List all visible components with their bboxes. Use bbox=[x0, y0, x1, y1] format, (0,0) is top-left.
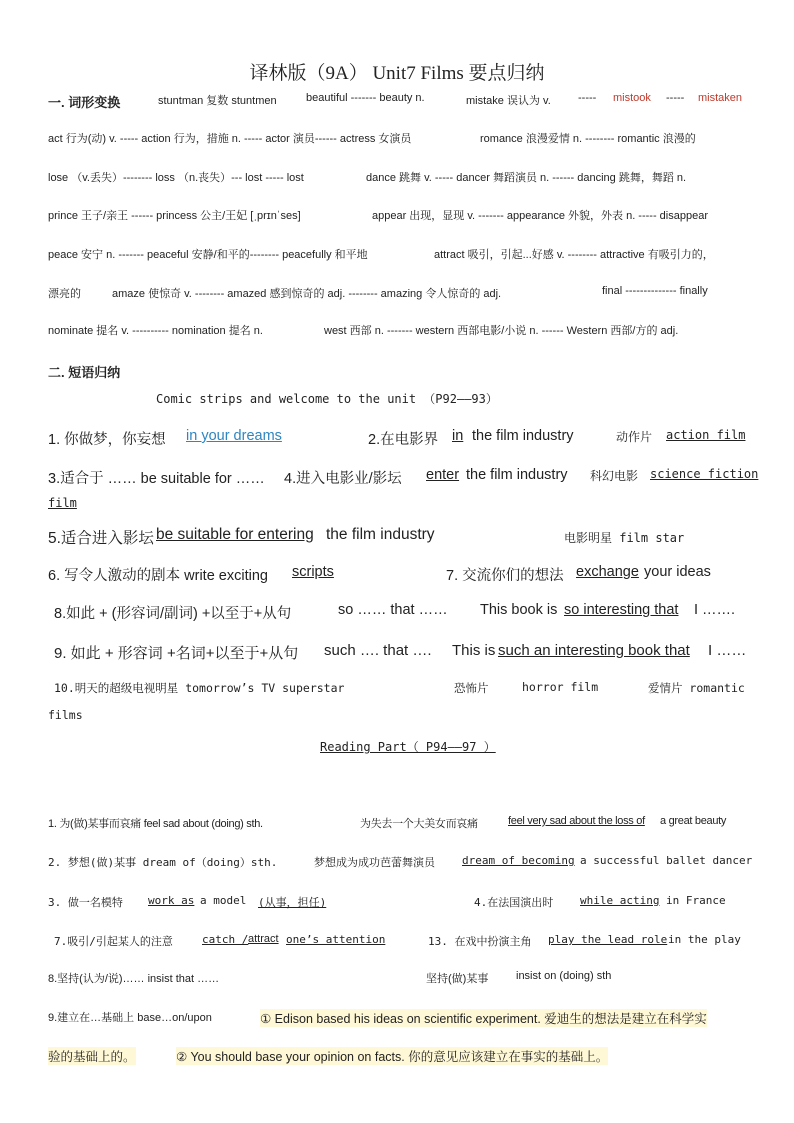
word-stuntman: stuntman 复数 stuntmen bbox=[158, 95, 277, 107]
page-title: 译林版（9A） Unit7 Films 要点归纳 bbox=[249, 63, 545, 84]
example-sentence-2: ② You should base your opinion on facts. 你的意见应该建立在事实的基础上。 bbox=[176, 1047, 608, 1065]
word-mistaken: mistaken bbox=[698, 92, 743, 104]
word-mistake: mistake 误认为 v. bbox=[466, 95, 551, 107]
section1-heading: 一. 词形变换 bbox=[48, 95, 121, 110]
word-beautiful: beautiful ------- beauty n. bbox=[306, 92, 425, 104]
example-sentence-1: ① Edison based his ideas on scientific experiment. 爱迪生的想法是建立在科学实 bbox=[260, 1009, 707, 1027]
section2-heading: 二. 短语归纳 bbox=[48, 365, 121, 380]
document-page: 译林版（9A） Unit7 Films 要点归纳 一. 词形变换 stuntman 复数 stuntmen beautiful ------- beauty n. mistake 误认为 v. ----- mistook ----- mistaken act 行为(动) v. ----- action 行为，措施 n. ----- actor 演员------ actress 女演员 romance 浪漫爱情 n. -------- romantic 浪漫的 lose （v.丢失）-------- loss （n.丧失）--- lost ----- lost dance 跳舞 v. ----- dancer 舞蹈演员 n. ------ dancing 跳舞，舞蹈 n. prince 王子/亲王 ------ princess 公主/王妃 [ˌprɪnˈses] appear 出现，显现 v. ------- appearance 外貌，外表 n. ----- disappear peace 安宁 n. ------- peaceful 安静/和平的-------- peacefully 和平地 attract 吸引，引起...好感 v. -------- attractive 有吸引力的， 漂亮的 amaze 使惊奇 v. -------- amazed 感到惊奇的 adj. -------- amazing 令人惊奇的 adj. final -------------- finally nominate 提名 v. ---------- nomination 提名 n. west 西部 n. ------- western 西部电影/小说 n. ------ Western 西部/方的 adj. 二. 短语归纳 Comic strips and welcome to the unit （P92——93） 1. 你做梦，你妄想 in your dreams 2.在电影界 in the film industry 动作片 action film 3.适合于 …… be suitable for …… 4.进入电影业/影坛 enter the film industry 科幻电影 science fiction film 5.适合进入影坛 be suitable for entering the film industry 电影明星 film star 6. 写令人激动的剧本 write exciting scripts 7. 交流你们的想法 exchange your ideas 8.如此 + (形容词/副词) +以至于+从句 so …… that …… This book is so interesting that I ……. 9. 如此 + 形容词 +名词+以至于+从句 such …. that …. This is such an interesting book that I …… 10.明天的超级电视明星 tomorrow’s TV superstar 恐怖片 horror film 爱情片 romantic films Reading Part（ P94——97 ） 1. 为(做)某事而哀痛 feel sad about (doing) sth. 为失去一个大美女而哀痛 feel very sad about the loss of a great beauty 2. 梦想(做)某事 dream of（doing）sth. 梦想成为成功芭蕾舞演员 dream of becoming a successful ballet dancer 3. 做一名模特 work as a model (从事，担任) 4.在法国演出时 while acting in France 7.吸引/引起某人的注意 catch / attract one’s attention 13. 在戏中扮演主角 play the lead role in the play 8.坚持(认为/说)…… insist that …… 坚持(做)某事 insist on (doing) sth 9.建立在…基础上 base…on/upon ① Edison based his ideas on scientific experiment. 爱迪生的想法是建立在科学实 验的基础上的。 ② You should base your opinion on facts. 你的意见应该建立在事实的基础上。 bbox=[0, 0, 794, 1123]
word-mistook: mistook bbox=[613, 92, 651, 104]
